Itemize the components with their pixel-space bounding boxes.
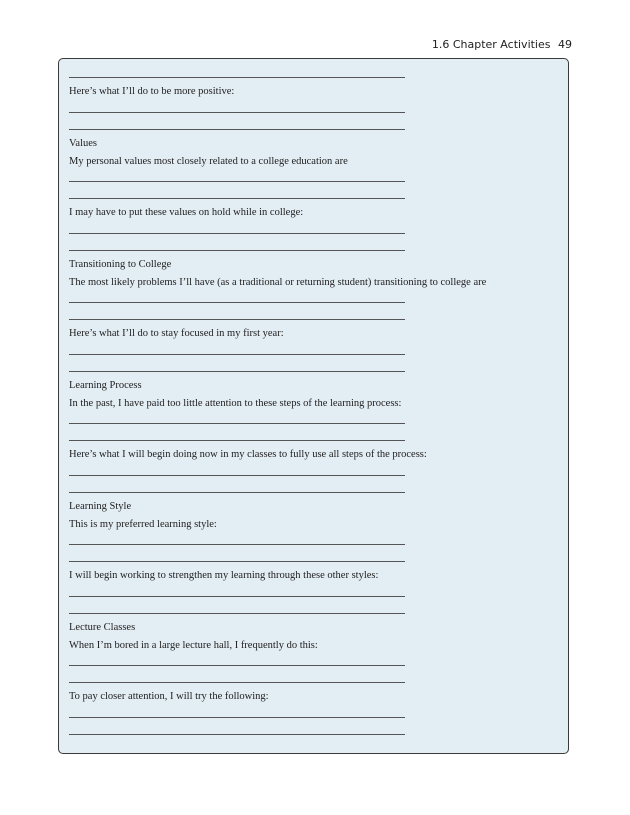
activity-box	[58, 58, 569, 754]
worksheet-text: To pay closer attention, I will try the following:	[69, 691, 269, 702]
answer-line	[69, 717, 405, 718]
answer-line	[69, 596, 405, 597]
worksheet-text: This is my preferred learning style:	[69, 519, 217, 530]
worksheet-text: I will begin working to strengthen my learning through these other styles:	[69, 570, 379, 581]
answer-line	[69, 354, 405, 355]
answer-line	[69, 475, 405, 476]
answer-line	[69, 682, 405, 683]
answer-line	[69, 302, 405, 303]
answer-line	[69, 233, 405, 234]
answer-line	[69, 77, 405, 78]
answer-line	[69, 371, 405, 372]
worksheet-text: In the past, I have paid too little attention to these steps of the learning process:	[69, 398, 402, 409]
section-title: 1.6 Chapter Activities	[431, 38, 551, 51]
answer-line	[69, 734, 405, 735]
answer-line	[69, 423, 405, 424]
worksheet-text: Learning Style	[69, 501, 132, 512]
answer-line	[69, 665, 405, 666]
page-header	[428, 38, 572, 51]
answer-line	[69, 181, 405, 182]
worksheet-text: Transitioning to College	[69, 259, 172, 270]
answer-line	[69, 492, 405, 493]
answer-line	[69, 561, 405, 562]
answer-line	[69, 112, 405, 113]
answer-line	[69, 613, 405, 614]
worksheet-text: The most likely problems I’ll have (as a traditional or returning student) transitioning to college are	[69, 277, 487, 288]
answer-line	[69, 319, 405, 320]
worksheet-text: Here’s what I’ll do to stay focused in my first year:	[69, 328, 284, 339]
worksheet-text: Here’s what I’ll do to be more positive:	[69, 86, 235, 97]
page-number: 49	[558, 38, 572, 51]
answer-line	[69, 250, 405, 251]
worksheet-text: Here’s what I will begin doing now in my classes to fully use all steps of the process:	[69, 449, 427, 460]
worksheet-text: Lecture Classes	[69, 622, 136, 633]
worksheet-text: My personal values most closely related to a college education are	[69, 156, 348, 167]
worksheet-text: When I’m bored in a large lecture hall, I frequently do this:	[69, 640, 318, 651]
answer-line	[69, 544, 405, 545]
answer-line	[69, 198, 405, 199]
worksheet-text: Values	[69, 138, 97, 149]
answer-line	[69, 129, 405, 130]
worksheet-text: Learning Process	[69, 380, 142, 391]
answer-line	[69, 440, 405, 441]
worksheet-text: I may have to put these values on hold while in college:	[69, 207, 304, 218]
